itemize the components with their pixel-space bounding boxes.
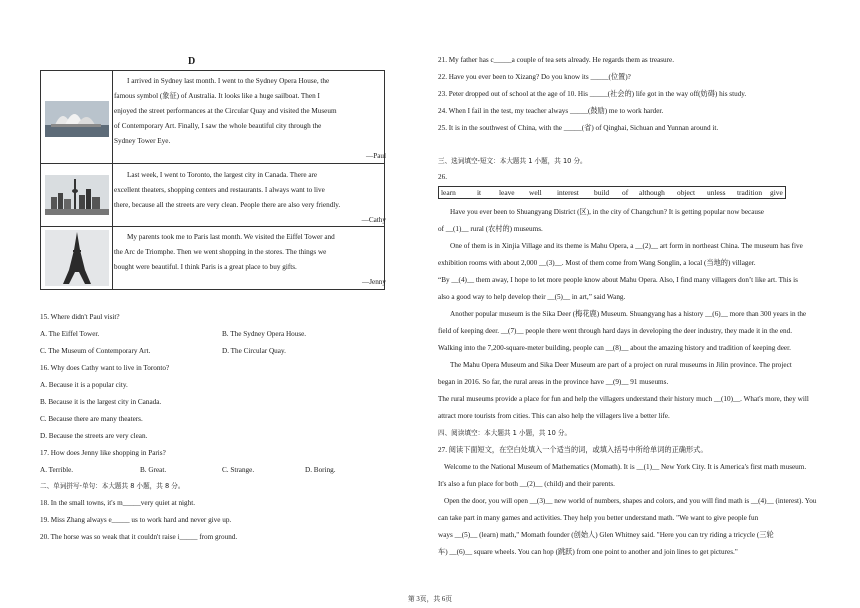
passage-26-line: The Mahu Opera Museum and Sika Deer Museum are part of a project on rural museums in Jilin province. The project bbox=[450, 361, 792, 369]
toronto-skyline-image bbox=[41, 164, 113, 226]
passage-26-line: Another popular museum is the Sika Deer (梅花鹿) Museum. Shuangyang has a history __(6)__ more than 300 years in the bbox=[450, 310, 807, 318]
passage-line: there, because all the streets are very clean. People there are also very friendly. bbox=[114, 201, 341, 209]
question-17-option-b[interactable]: B. Great. bbox=[140, 466, 167, 474]
passage-row-cathy bbox=[41, 164, 384, 227]
section-title-d: D bbox=[188, 56, 196, 67]
word-bank-item: of bbox=[622, 188, 629, 197]
question-20: 20. The horse was so weak that it couldn't raise i_____ from ground. bbox=[40, 533, 238, 541]
passage-line: excellent theaters, shopping centers and restaurants. I always want to live bbox=[114, 186, 325, 194]
section-2-heading: 二、单词拼写-单句：本大题共 8 小题，共 8 分。 bbox=[40, 482, 185, 490]
word-bank-item: unless bbox=[707, 188, 726, 197]
eiffel-tower-image bbox=[41, 227, 113, 289]
passage-line: of Contemporary Art. Finally, I saw the whole beautiful city through the bbox=[114, 122, 322, 130]
question-15-stem: 15. Where didn't Paul visit? bbox=[40, 313, 120, 321]
passage-line: famous symbol (象征) of Australia. It looks like a huge sailboat. Then I bbox=[114, 92, 320, 100]
word-bank-item: interest bbox=[557, 188, 579, 197]
question-23: 23. Peter dropped out of school at the age of 10. His _____(社会的) life got in the way off(妨碍) his study. bbox=[438, 90, 747, 98]
passage-table bbox=[40, 70, 385, 290]
question-16-option-a[interactable]: A. Because it is a popular city. bbox=[40, 381, 128, 389]
question-16-stem: 16. Why does Cathy want to live in Toronto? bbox=[40, 364, 170, 372]
passage-row-paul bbox=[41, 71, 384, 164]
passage-26-line: Have you ever been to Shuangyang District (区), in the city of Changchun? It is getting popular now because bbox=[450, 208, 764, 216]
section-3-heading: 三、选词填空-短文：本大题共 1 小题，共 10 分。 bbox=[438, 157, 587, 165]
passage-26-line: “By __(4)__ them away, I hope to let more people know about Mahu Opera. Also, I find many villagers don’t like art. This is bbox=[438, 276, 798, 284]
question-18: 18. In the small towns, it's m_____very quiet at night. bbox=[40, 499, 196, 507]
passage-author: —Paul bbox=[366, 152, 386, 160]
word-bank-item: build bbox=[594, 188, 610, 197]
passage-27-line: Open the door, you will open __(3)__ new world of numbers, shapes and colors, and you will find math is __(4)__ (interest). You bbox=[444, 497, 817, 505]
question-21: 21. My father has c_____a couple of tea sets already. He regards them as treasure. bbox=[438, 56, 675, 64]
passage-row-jenny bbox=[41, 227, 384, 289]
word-bank-item: learn bbox=[441, 188, 456, 197]
opera-house-image bbox=[41, 71, 113, 163]
question-15-option-a[interactable]: A. The Eiffel Tower. bbox=[40, 330, 100, 338]
question-16-option-c[interactable]: C. Because there are many theaters. bbox=[40, 415, 143, 423]
passage-line: Sydney Tower Eye. bbox=[114, 137, 171, 145]
question-27-instruction: 27. 阅读下面短文，在空白处填入一个适当的词，或填入括号中所给单词的正确形式。 bbox=[438, 446, 708, 454]
word-bank-item: it bbox=[477, 188, 482, 197]
passage-26-line: began in 2016. So far, the rural areas in the province have __(9)__ 91 museums. bbox=[438, 378, 669, 386]
question-15-option-c[interactable]: C. The Museum of Contemporary Art. bbox=[40, 347, 151, 355]
question-17-option-a[interactable]: A. Terrible. bbox=[40, 466, 74, 474]
question-17-option-c[interactable]: C. Strange. bbox=[222, 466, 255, 474]
passage-author: —Cathy bbox=[361, 216, 386, 224]
passage-line: Last week, I went to Toronto, the largest city in Canada. There are bbox=[127, 171, 318, 179]
passage-26-line: The rural museums provide a place for fun and help the villagers understand their history much __(10)__. What's more, they will bbox=[438, 395, 809, 403]
word-bank-item: tradition bbox=[737, 188, 763, 197]
word-bank-item: object bbox=[677, 188, 696, 197]
question-15-option-b[interactable]: B. The Sydney Opera House. bbox=[222, 330, 307, 338]
question-16-option-d[interactable]: D. Because the streets are very clean. bbox=[40, 432, 148, 440]
page-footer: 第 3页，共 6页 bbox=[407, 596, 453, 603]
passage-line: bought were beautiful. I think Paris is a great place to buy gifts. bbox=[114, 263, 297, 271]
word-bank-box bbox=[438, 186, 786, 199]
word-bank-item: give bbox=[770, 188, 783, 197]
question-16-option-b[interactable]: B. Because it is the largest city in Canada. bbox=[40, 398, 162, 406]
passage-line: enjoyed the street performances at the Circular Quay and visited the Museum bbox=[114, 107, 337, 115]
passage-26-line: of __(1)__ rural (农村的) museums. bbox=[438, 225, 543, 233]
passage-line: the Arc de Triomphe. Then we went shopping in the stores. The things we bbox=[114, 248, 327, 256]
question-24: 24. When I fail in the test, my teacher always _____(鼓励) me to work harder. bbox=[438, 107, 664, 115]
passage-26-line: Walking into the 7,200-square-meter building, people can __(8)__ about the amazing history and tradition of keeping deer. bbox=[438, 344, 791, 352]
passage-27-line: ways __(5)__ (learn) math," Momath founder (创始人) Glen Whitney said. "Here you can try riding a tricycle (三轮 bbox=[438, 531, 774, 539]
passage-26-line: attract more tourists from cities. This can also help the villagers live a better life. bbox=[438, 412, 670, 420]
passage-27-line: It's also a fun place for both __(2)__ (child) and their parents. bbox=[438, 480, 615, 488]
passage-27-line: 车) __(6)__ square wheels. You can hop (跳跃) from one point to another and join lines to get pictures." bbox=[438, 548, 738, 556]
question-15-option-d[interactable]: D. The Circular Quay. bbox=[222, 347, 286, 355]
question-26-number: 26. bbox=[438, 173, 447, 181]
question-17-stem: 17. How does Jenny like shopping in Paris? bbox=[40, 449, 166, 457]
question-19: 19. Miss Zhang always e_____ us to work hard and never give up. bbox=[40, 516, 232, 524]
passage-26-line: One of them is in Xinjia Village and its theme is Mahu Opera, a __(2)__ art form in northeast China. The museum has five bbox=[450, 242, 803, 250]
word-bank-item: although bbox=[639, 188, 665, 197]
question-17-option-d[interactable]: D. Boring. bbox=[305, 466, 336, 474]
passage-line: My parents took me to Paris last month. We visited the Eiffel Tower and bbox=[127, 233, 335, 241]
passage-26-line: field of keeping deer. __(7)__ people there went through hard days in developing the deer industry, they made it in the end. bbox=[438, 327, 793, 335]
passage-26-line: also a good way to help develop their __(5)__ in art,” said Wang. bbox=[438, 293, 626, 301]
question-25: 25. It is in the southwest of China, with the _____(省) of Qinghai, Sichuan and Yunnan around it. bbox=[438, 124, 719, 132]
word-bank-item: well bbox=[529, 188, 542, 197]
passage-27-line: can take part in many games and activities. They help you better understand math. "We want to give people fun bbox=[438, 514, 759, 522]
passage-27-line: Welcome to the National Museum of Mathematics (Momath). It is __(1)__ New York City. It is America's first math museum. bbox=[444, 463, 807, 471]
question-22: 22. Have you ever been to Xizang? Do you know its _____(位置)? bbox=[438, 73, 631, 81]
word-bank-item: leave bbox=[499, 188, 515, 197]
passage-line: I arrived in Sydney last month. I went to the Sydney Opera House, the bbox=[127, 77, 330, 85]
passage-author: —Jenny bbox=[362, 278, 386, 286]
section-4-heading: 四、阅读填空：本大题共 1 小题，共 10 分。 bbox=[438, 429, 572, 437]
passage-26-line: exhibition rooms with about 2,000 __(3)__. Most of them come from Wang Songlin, a local (当地的) villager. bbox=[438, 259, 756, 267]
